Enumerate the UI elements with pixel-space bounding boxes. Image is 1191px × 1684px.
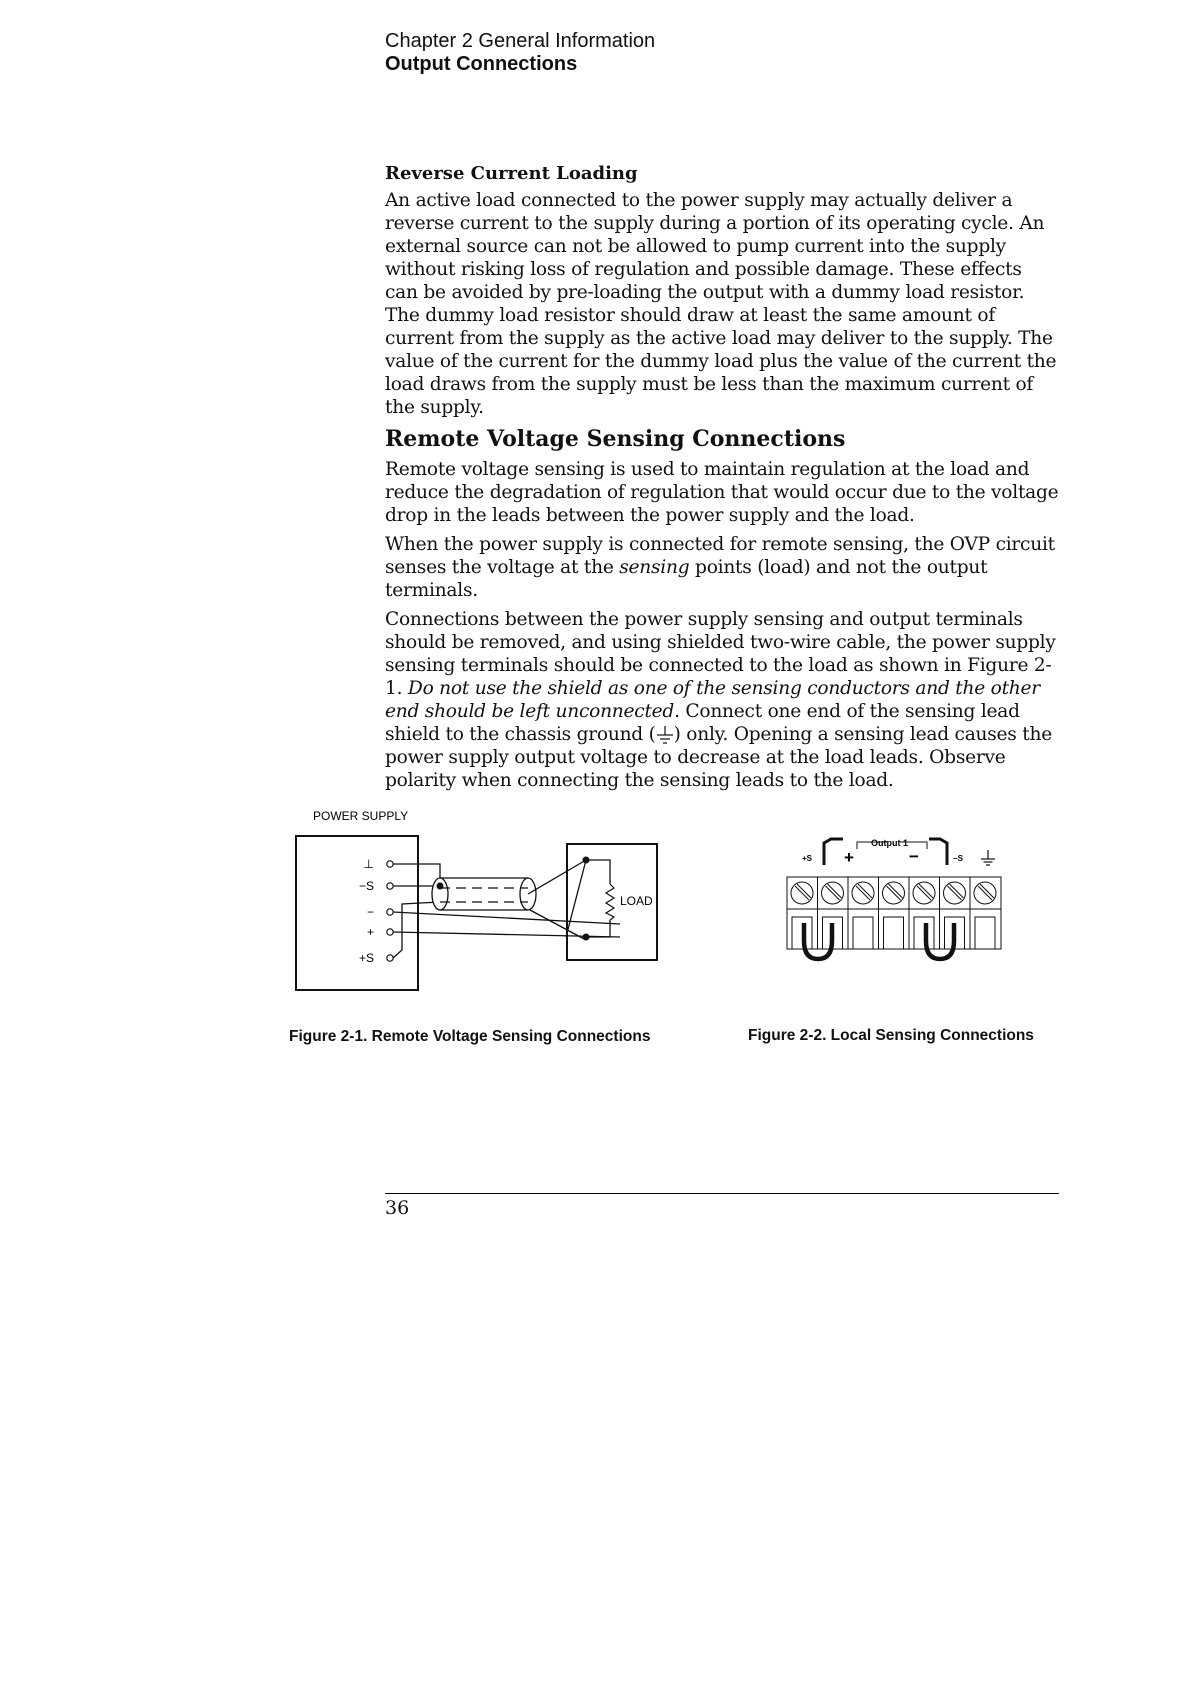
label-minus-s: −S	[953, 854, 964, 863]
terminal-plus-s-label: +S	[358, 951, 374, 965]
ground-symbol-icon	[981, 850, 995, 865]
p3-text-c: ) only. Opening a sensing lead causes the power supply output voltage to decrease at the load leads. Observe polarity when connecting the sensing leads to the load.	[385, 724, 1052, 791]
footer-rule	[385, 1193, 1059, 1194]
remote-sensing-body	[385, 458, 1059, 798]
shielded-cable	[432, 878, 536, 910]
figure-2-2-caption: Figure 2-2. Local Sensing Connections	[748, 1027, 1034, 1044]
reverse-current-paragraph: An active load connected to the power supply may actually deliver a reverse current to the supply during a portion of its operating cycle. An external source can not be allowed to pump current into the supply without risking loss of regulation and possible damage. These effects can be avoided by pre-loading the output with a dummy load resistor. The dummy load resistor should draw at least the same amount of current from the supply as the active load may deliver to the supply. The value of the current for the dummy load plus the value of the current the load draws from the supply must be less than the maximum current of the supply.	[385, 190, 1057, 418]
reverse-current-heading: Reverse Current Loading	[385, 163, 638, 184]
chapter-title: Chapter 2 General Information	[385, 30, 656, 52]
load-resistor-icon	[606, 884, 614, 920]
load-wiring	[566, 860, 610, 937]
page-number: 36	[385, 1197, 410, 1219]
p2-italic: sensing	[619, 557, 690, 578]
chassis-ground-icon	[656, 725, 674, 745]
label-plus-s: +S	[802, 854, 813, 863]
terminal-minus-s	[359, 879, 393, 893]
p3-text-a: Connections between the power supply sensing and output terminals should be removed, and using shielded two-wire cable, the power supply sensing terminals should be connected to the load as shown in Figure 2-1.	[385, 609, 1056, 699]
figure-2-1-diagram	[290, 800, 670, 1000]
label-plus: +	[844, 848, 854, 867]
terminal-block	[787, 877, 1001, 949]
remote-sensing-p1: Remote voltage sensing is used to maintain regulation at the load and reduce the degradation of regulation that would occur due to the voltage drop in the leads between the power supply and the load.	[385, 459, 1059, 526]
load-label: LOAD	[620, 894, 653, 908]
load-node-bottom	[583, 934, 590, 941]
output-label: Output 1	[871, 838, 908, 848]
remote-sensing-heading: Remote Voltage Sensing Connections	[385, 426, 846, 452]
figure-2-1-caption: Figure 2-1. Remote Voltage Sensing Connections	[289, 1028, 651, 1045]
bracket-right	[929, 839, 947, 865]
terminal-ground	[364, 857, 394, 871]
p2-text-a: When the power supply is connected for remote sensing, the OVP circuit senses the voltage at the	[385, 534, 1055, 578]
screw-icons	[791, 882, 996, 904]
page-header	[385, 30, 655, 76]
terminal-minus	[367, 905, 393, 919]
terminal-minus-label: −	[366, 905, 374, 919]
label-minus: −	[909, 847, 919, 866]
remote-sensing-p3	[385, 608, 1059, 792]
remote-sensing-p2	[385, 533, 1059, 602]
terminal-plus	[367, 925, 393, 939]
bracket-left	[824, 839, 843, 865]
load-node-top	[583, 857, 590, 864]
p3-text-b: . Connect one end of the sensing lead shield to the chassis ground (	[385, 701, 1020, 745]
figure-2-2-diagram	[785, 835, 1025, 975]
sensing-wiring	[393, 860, 620, 958]
reverse-current-body	[385, 189, 1059, 425]
p3-italic: Do not use the shield as one of the sensing conductors and the other end should be left unconnected	[385, 678, 1040, 722]
terminal-ground-label: ⊥	[363, 857, 374, 871]
shield-ground-node	[437, 883, 444, 890]
p2-text-b: points (load) and not the output terminals.	[385, 557, 988, 601]
terminal-plus-label: +	[366, 925, 374, 939]
terminal-minus-s-label: −S	[358, 879, 374, 893]
section-title: Output Connections	[385, 53, 578, 75]
terminal-plus-s	[359, 951, 393, 965]
power-supply-title: POWER SUPPLY	[313, 809, 409, 823]
